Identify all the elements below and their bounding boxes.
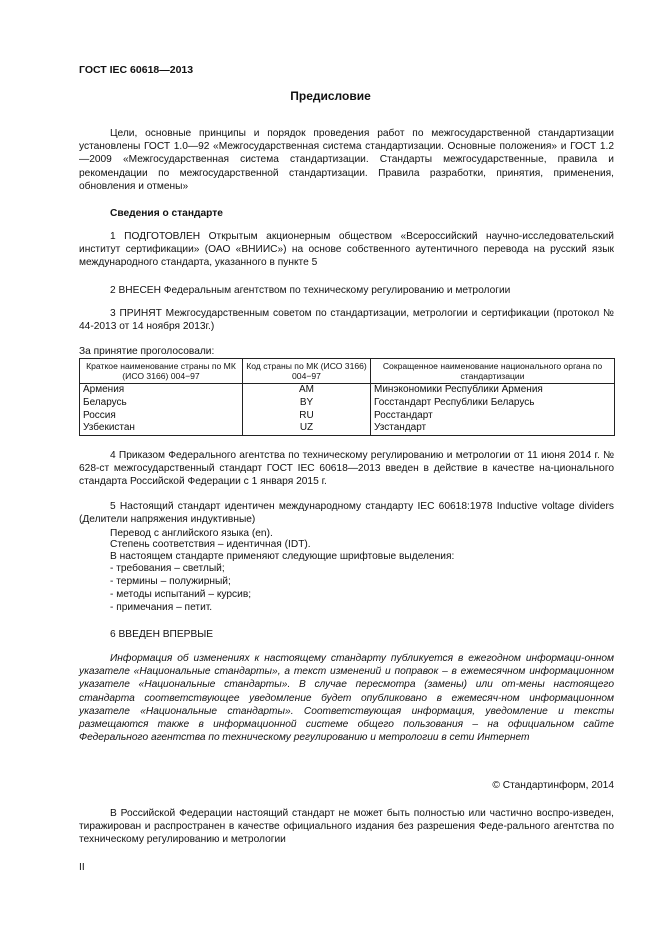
body-cell: Госстандарт Республики Беларусь — [371, 397, 615, 410]
table-header-body: Сокращенное наименование национального органа по стандартизации — [371, 359, 615, 384]
body-cell: Узстандарт — [371, 422, 615, 435]
copyright-line: © Стандартинформ, 2014 — [492, 780, 614, 791]
code-cell: UZ — [243, 422, 371, 435]
table-row — [80, 410, 615, 423]
item-5-line: - примечания – петит. — [110, 602, 213, 613]
item-5-line: В настоящем стандарте применяют следующие шрифтовые выделения: — [110, 551, 455, 562]
document-code: ГОСТ IEC 60618—2013 — [79, 64, 194, 76]
code-cell: BY — [243, 397, 371, 410]
item-1-paragraph: 1 ПОДГОТОВЛЕН Открытым акционерным обществом «Всероссийский научно-исследовательский институт сертификации» (ОАО «ВНИИС») на основе собственного аутентичного перевода на русский язык международного стандарта, указанного в пункте 5 — [79, 231, 614, 269]
table-row — [80, 397, 615, 410]
page-title: Предисловие — [290, 89, 371, 103]
table-header-country: Краткое наименование страны по МК (ИСО 3166) 004−97 — [80, 359, 243, 384]
item-5-line: - требования – светлый; — [110, 563, 225, 574]
country-cell: Россия — [80, 410, 243, 423]
table-header-code: Код страны по МК (ИСО 3166) 004−97 — [243, 359, 371, 384]
code-cell: AM — [243, 384, 371, 397]
changes-note: Информация об изменениях к настоящему стандарту публикуется в ежегодном информаци-онном указателе «Национальные стандарты», а текст изменений и поправок – в ежемесячном информационном указателе «Национальные стандарты». В случае пересмотра (замены) или от-мены настоящего стандарта соответствующее уведомление будет опубликовано в ежемесяч-ном информационном указателе «Национальные стандарты». Соответствующая информация, уведомление и тексты размещаются также в информационной системе общего пользования – на официальном сайте Федерального агентства по техническому регулированию и метрологии в сети Интернет — [79, 653, 614, 744]
item-5-line: Степень соответствия – идентичная (IDT). — [110, 539, 311, 550]
table-row — [80, 384, 615, 397]
country-cell: Армения — [80, 384, 243, 397]
table-row — [80, 422, 615, 435]
item-5-line: - термины – полужирный; — [110, 576, 231, 587]
country-cell: Узбекистан — [80, 422, 243, 435]
body-cell: Росстандарт — [371, 410, 615, 423]
country-cell: Беларусь — [80, 397, 243, 410]
item-4-paragraph: 4 Приказом Федерального агентства по техническому регулированию и метрологии от 11 июня 2014 г. № 628-ст межгосударственный стандарт ГОСТ IEC 60618—2013 введен в действие в качестве на-ционального стандарта Российской Федерации с 1 января 2015 г. — [79, 450, 614, 488]
body-cell: Минэкономики Республики Армения — [371, 384, 615, 397]
intro-paragraph: Цели, основные принципы и порядок проведения работ по межгосударственной стандартизации установлены ГОСТ 1.0—92 «Межгосударственная система стандартизации. Основные положения» и ГОСТ 1.2—2009 «Межгосударственная система стандартизации. Стандарты межгосударственные, правила и рекомендации по межгосударственной стандартизации. Правила разработки, принятия, применения, обновления и отмены» — [79, 128, 614, 192]
item-2-paragraph: 2 ВНЕСЕН Федеральным агентством по техническому регулированию и метрологии — [110, 285, 511, 296]
item-5-line: Перевод с английского языка (en). — [110, 528, 273, 539]
item-3-paragraph: 3 ПРИНЯТ Межгосударственным советом по стандартизации, метрологии и сертификации (протокол № 44-2013 от 14 ноября 2013г.) — [79, 308, 614, 333]
code-cell: RU — [243, 410, 371, 423]
page-number: II — [79, 862, 85, 873]
voting-table — [79, 358, 615, 436]
info-heading: Сведения о стандарте — [110, 208, 223, 219]
item-5-paragraph: 5 Настоящий стандарт идентичен международному стандарту IEC 60618:1978 Inductive voltage dividers (Делители напряжения индуктивные) — [79, 501, 614, 526]
voted-label: За принятие проголосовали: — [79, 346, 215, 357]
item-6-paragraph: 6 ВВЕДЕН ВПЕРВЫЕ — [110, 629, 214, 640]
rights-paragraph: В Российской Федерации настоящий стандарт не может быть полностью или частично воспро-изведен, тиражирован и распространен в качестве официального издания без разрешения Феде-рального агентства по техническому регулированию и метрологии — [79, 808, 614, 846]
table-header-row — [80, 359, 615, 384]
item-5-line: - методы испытаний – курсив; — [110, 589, 252, 600]
